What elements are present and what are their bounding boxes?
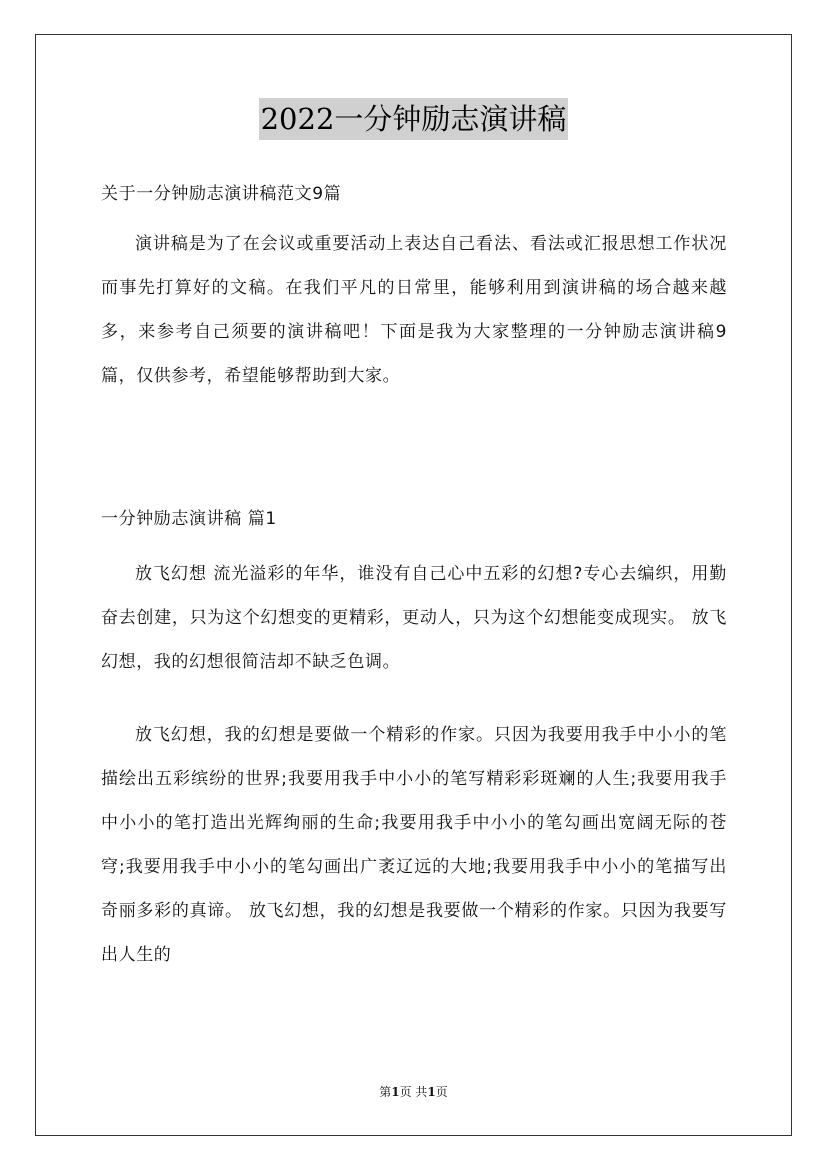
- footer-page-suffix: 页: [435, 1085, 448, 1099]
- intro-paragraph: 演讲稿是为了在会议或重要活动上表达自己看法、看法或汇报思想工作状况而事先打算好的文稿。在我们平凡的日常里，能够利用到演讲稿的场合越来越多，来参考自己须要的演讲稿吧！下面是我为大家整理的一分钟励志演讲稿9篇，仅供参考，希望能够帮助到大家。: [101, 234, 727, 386]
- section-heading: 一分钟励志演讲稿 篇1: [101, 509, 277, 529]
- document-title: [0, 98, 827, 140]
- footer-page-prefix: 第: [379, 1085, 392, 1099]
- page-footer: [0, 1083, 827, 1100]
- body-paragraph-2: 放飞幻想，我的幻想是要做一个精彩的作家。只因为我要用我手中小小的笔描绘出五彩缤纷的世界;我要用我手中小小的笔写精彩彩斑斓的人生;我要用我手中小小的笔打造出光辉绚丽的生命;我要用我手中小小的笔勾画出宽阔无际的苍穹;我要用我手中小小的笔勾画出广袤辽远的大地;我要用我手中小小的笔描写出奇丽多彩的真谛。 放飞幻想，我的幻想是我要做一个精彩的作家。只因为我要写出人生的: [101, 725, 727, 965]
- footer-page-total: 1: [427, 1085, 436, 1099]
- footer-page-number: 1: [391, 1085, 400, 1099]
- body-paragraph-1: 放飞幻想 流光溢彩的年华，谁没有自己心中五彩的幻想?专心去编织，用勤奋去创建，只为这个幻想变的更精彩，更动人，只为这个幻想能变成现实。 放飞幻想，我的幻想很简洁却不缺乏色调。: [101, 564, 727, 672]
- document-title-text: 2022一分钟励志演讲稿: [259, 98, 569, 140]
- footer-page-mid: 页 共: [399, 1085, 428, 1099]
- document-subtitle: 关于一分钟励志演讲稿范文9篇: [101, 184, 342, 204]
